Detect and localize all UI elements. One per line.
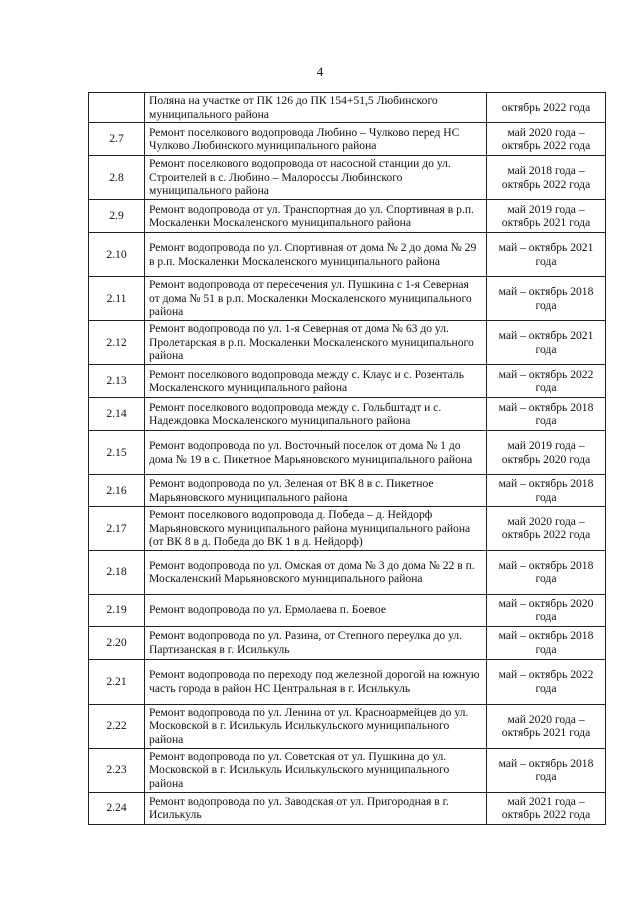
work-period: май – октябрь 2018 года: [487, 626, 606, 659]
row-number: 2.16: [89, 475, 145, 507]
work-period: май – октябрь 2018 года: [487, 277, 606, 321]
row-number: 2.10: [89, 233, 145, 277]
work-description: Ремонт водопровода от ул. Транспортная до ул. Спортивная в р.п. Москаленки Москаленского муниципального района: [145, 200, 487, 233]
work-description: Ремонт водопровода по ул. Омская от дома № 3 до дома № 22 в п. Москаленский Марьяновского муниципального района: [145, 550, 487, 594]
row-number: 2.18: [89, 550, 145, 594]
row-number: 2.13: [89, 365, 145, 398]
work-description: Ремонт поселкового водопровода между с. Клаус и с. Розенталь Москаленского муниципального района: [145, 365, 487, 398]
row-number: 2.7: [89, 123, 145, 156]
row-number: 2.8: [89, 156, 145, 200]
works-table: [88, 92, 606, 825]
work-period: май – октябрь 2021 года: [487, 321, 606, 365]
work-description: Ремонт водопровода по ул. 1-я Северная от дома № 63 до ул. Пролетарская в р.п. Москаленки Москаленского муниципального района: [145, 321, 487, 365]
work-period: май – октябрь 2020 года: [487, 594, 606, 626]
work-description: Ремонт поселкового водопровода от насосной станции до ул. Строителей в с. Любино – Малороссы Любинского муниципального района: [145, 156, 487, 200]
work-period: май – октябрь 2018 года: [487, 398, 606, 431]
row-number: 2.14: [89, 398, 145, 431]
work-description: Ремонт водопровода от пересечения ул. Пушкина с 1-я Северная от дома № 51 в р.п. Москаленки Москаленского муниципального района: [145, 277, 487, 321]
table-row: [89, 233, 606, 277]
work-description: Ремонт водопровода по ул. Ермолаева п. Боевое: [145, 594, 487, 626]
work-period: май 2020 года – октябрь 2022 года: [487, 507, 606, 551]
work-description: Ремонт водопровода по ул. Зеленая от ВК 8 в с. Пикетное Марьяновского муниципального района: [145, 475, 487, 507]
table-row: [89, 475, 606, 507]
table-row: [89, 321, 606, 365]
work-period: май – октябрь 2018 года: [487, 748, 606, 792]
page-number: 4: [316, 64, 324, 79]
row-number: 2.21: [89, 659, 145, 704]
work-description: Ремонт поселкового водопровода Любино – Чулково перед НС Чулково Любинского муниципального района: [145, 123, 487, 156]
work-period: май – октябрь 2022 года: [487, 365, 606, 398]
table-row: [89, 398, 606, 431]
row-number: 2.15: [89, 431, 145, 475]
work-period: май 2018 года – октябрь 2022 года: [487, 156, 606, 200]
work-period: май 2021 года – октябрь 2022 года: [487, 792, 606, 824]
work-period: май 2020 года – октябрь 2022 года: [487, 123, 606, 156]
table-row: [89, 200, 606, 233]
table-row: [89, 277, 606, 321]
row-number: 2.12: [89, 321, 145, 365]
work-description: Ремонт водопровода по ул. Восточный поселок от дома № 1 до дома № 19 в с. Пикетное Марьяновского муниципального района: [145, 431, 487, 475]
table-row: [89, 748, 606, 792]
work-description: Ремонт водопровода по ул. Советская от ул. Пушкина до ул. Московской в г. Исилькуль Исилькульского муниципального района: [145, 748, 487, 792]
work-period: май 2020 года – октябрь 2021 года: [487, 704, 606, 748]
work-period: май – октябрь 2018 года: [487, 550, 606, 594]
table-row: [89, 93, 606, 123]
row-number: 2.17: [89, 507, 145, 551]
work-description: Ремонт поселкового водопровода д. Победа – д. Нейдорф Марьяновского муниципального района муниципального района (от ВК 8 в д. Победа до ВК 1 в д. Нейдорф): [145, 507, 487, 551]
work-description: Ремонт водопровода по ул. Разина, от Степного переулка до ул. Партизанская в г. Исилькуль: [145, 626, 487, 659]
table-row: [89, 123, 606, 156]
work-period: май – октябрь 2021 года: [487, 233, 606, 277]
work-period: май – октябрь 2022 года: [487, 659, 606, 704]
row-number: [89, 93, 145, 123]
table-row: [89, 431, 606, 475]
row-number: 2.11: [89, 277, 145, 321]
table-row: [89, 659, 606, 704]
table-row: [89, 704, 606, 748]
work-description: Поляна на участке от ПК 126 до ПК 154+51,5 Любинского муниципального района: [145, 93, 487, 123]
table-row: [89, 156, 606, 200]
work-description: Ремонт водопровода по ул. Заводская от ул. Пригородная в г. Исилькуль: [145, 792, 487, 824]
row-number: 2.23: [89, 748, 145, 792]
work-description: Ремонт водопровода по переходу под железной дорогой на южную часть города в район НС Центральная в г. Исилькуль: [145, 659, 487, 704]
table-row: [89, 792, 606, 824]
work-period: октябрь 2022 года: [487, 93, 606, 123]
table-row: [89, 594, 606, 626]
table-row: [89, 507, 606, 551]
table-row: [89, 550, 606, 594]
work-description: Ремонт водопровода по ул. Спортивная от дома № 2 до дома № 29 в р.п. Москаленки Москаленского муниципального района: [145, 233, 487, 277]
work-description: Ремонт водопровода по ул. Ленина от ул. Красноармейцев до ул. Московской в г. Исилькуль Исилькульского муниципального района: [145, 704, 487, 748]
table-row: [89, 626, 606, 659]
row-number: 2.19: [89, 594, 145, 626]
work-period: май 2019 года – октябрь 2020 года: [487, 431, 606, 475]
work-description: Ремонт поселкового водопровода между с. Гольбштадт и с. Надеждовка Москаленского муниципального района: [145, 398, 487, 431]
row-number: 2.9: [89, 200, 145, 233]
row-number: 2.20: [89, 626, 145, 659]
row-number: 2.24: [89, 792, 145, 824]
work-period: май – октябрь 2018 года: [487, 475, 606, 507]
row-number: 2.22: [89, 704, 145, 748]
work-period: май 2019 года – октябрь 2021 года: [487, 200, 606, 233]
table-row: [89, 365, 606, 398]
